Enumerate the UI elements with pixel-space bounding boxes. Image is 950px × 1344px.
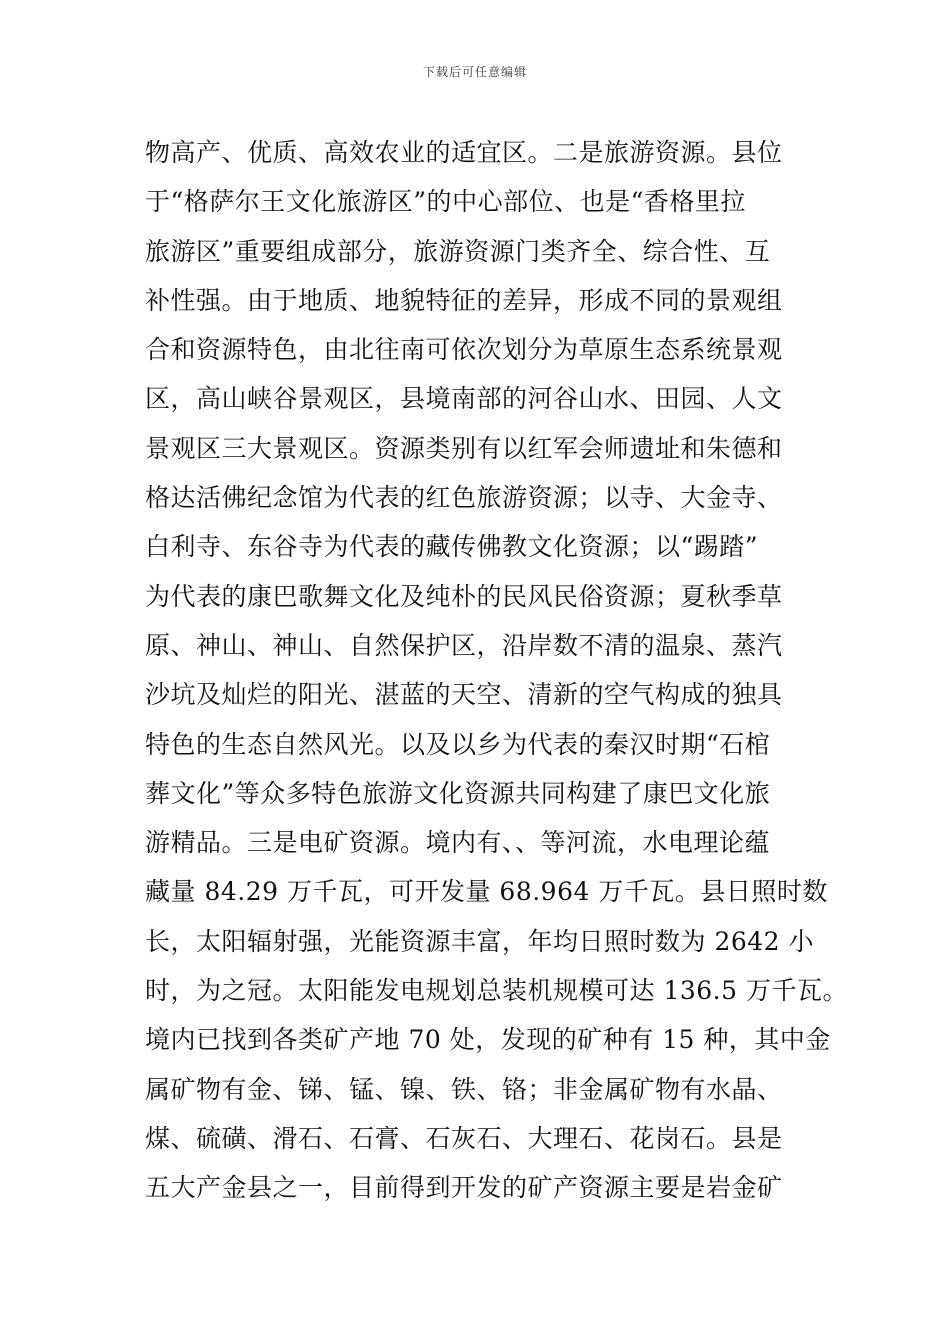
text-line: 境内已找到各类矿产地 70 处，发现的矿种有 15 种，其中金 [145,1025,831,1055]
text-line: 属矿物有金、锑、锰、镍、铁、铬；非金属矿物有水晶、 [145,1074,783,1104]
text-line: 景观区三大景观区。资源类别有以红军会师遗址和朱德和 [145,433,783,463]
text-line: 区，高山峡谷景观区，县境南部的河谷山水、田园、人文 [145,384,783,414]
document-body [145,128,848,1213]
text-line: 游精品。三是电矿资源。境内有、、等河流，水电理论蕴 [145,828,771,858]
text-line: 白利寺、东谷寺为代表的藏传佛教文化资源；以“踢踏” [145,532,759,562]
text-line: 原、神山、神山、自然保护区，沿岸数不清的温泉、蒸汽 [145,630,783,660]
text-line: 格达活佛纪念馆为代表的红色旅游资源；以寺、大金寺、 [145,483,783,513]
text-line: 时，为之冠。太阳能发电规划总装机规模可达 136.5 万千瓦。 [145,976,848,1006]
text-line: 煤、硫磺、滑石、石膏、石灰石、大理石、花岗石。县是 [145,1123,783,1153]
text-line: 藏量 84.29 万千瓦，可开发量 68.964 万千瓦。县日照时数 [145,877,828,907]
text-line: 补性强。由于地质、地貌特征的差异，形成不同的景观组 [145,285,783,315]
text-line: 于“格萨尔王文化旅游区”的中心部位、也是“香格里拉 [145,187,746,217]
text-line: 特色的生态自然风光。以及以乡为代表的秦汉时期“石棺 [145,729,771,759]
text-line: 合和资源特色，由北往南可依次划分为草原生态系统景观 [145,335,783,365]
page-header: 下载后可任意编辑 [422,65,527,79]
text-line: 沙坑及灿烂的阳光、湛蓝的天空、清新的空气构成的独具 [145,680,783,710]
text-line: 旅游区”重要组成部分，旅游资源门类齐全、综合性、互 [145,236,771,266]
text-line: 葬文化”等众多特色旅游文化资源共同构建了康巴文化旅 [145,778,771,808]
text-line: 五大产金县之一，目前得到开发的矿产资源主要是岩金矿 [145,1173,783,1203]
text-line: 为代表的康巴歌舞文化及纯朴的民风民俗资源；夏秋季草 [145,581,783,611]
text-line: 物高产、优质、高效农业的适宜区。二是旅游资源。县位 [145,138,783,167]
text-line: 长，太阳辐射强，光能资源丰富，年均日照时数为 2642 小 [145,926,815,956]
